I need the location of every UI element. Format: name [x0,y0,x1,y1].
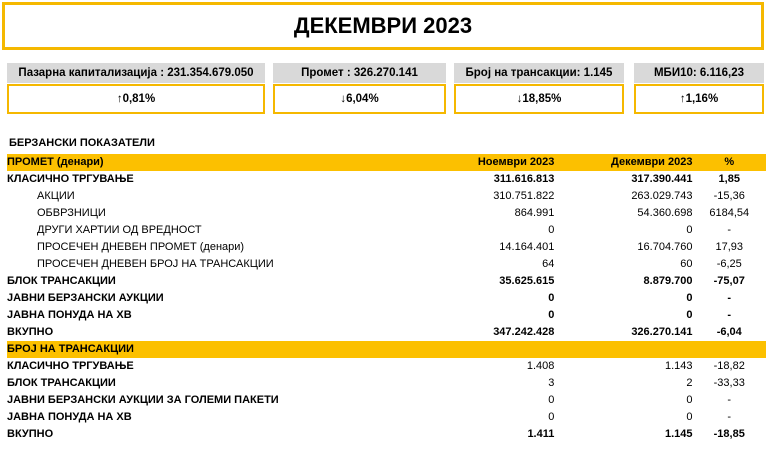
row-label: БЛОК ТРАНСАКЦИИ [7,377,116,389]
column-header-nov: Ноември 2023 [380,154,554,171]
row-label: ВКУПНО [7,428,54,440]
turnover-label: Промет : 326.270.141 [273,63,446,83]
table-row [7,171,766,188]
row-label: ЈАВНА ПОНУДА НА ХВ [7,411,132,423]
table-row [7,256,766,273]
row-pct-value: - [727,309,732,321]
row-dec-value: 326.270.141 [631,326,693,338]
table-row [7,426,766,443]
table-row [7,409,766,426]
row-label: ЈАВНИ БЕРЗАНСКИ АУКЦИИ ЗА ГОЛЕМИ ПАКЕТИ [7,394,279,406]
transactions-header-label: БРОЈ НА ТРАНСАКЦИИ [7,341,380,358]
row-dec-value: 0 [686,292,693,304]
table-row [7,358,766,375]
row-pct-value: - [727,411,732,423]
section-heading: БЕРЗАНСКИ ПОКАЗАТЕЛИ [9,137,155,149]
row-dec-value: 54.360.698 [637,207,693,219]
table-row [7,375,766,392]
row-dec-value: 0 [686,224,693,236]
row-pct-value: 1,85 [718,173,740,185]
row-label: БЛОК ТРАНСАКЦИИ [7,275,116,287]
column-header-pct: % [692,154,766,171]
table-row [7,188,766,205]
row-nov-value: 3 [548,377,555,389]
mbi10-label: МБИ10: 6.116,23 [634,63,764,83]
row-label: ПРОСЕЧЕН ДНЕВЕН ПРОМЕТ (денари) [37,241,245,253]
row-dec-value: 263.029.743 [631,190,693,202]
row-dec-value: 16.704.760 [637,241,693,253]
table-row [7,290,766,307]
row-dec-value: 8.879.700 [643,275,693,287]
row-pct-value: -75,07 [713,275,745,287]
row-nov-value: 0 [548,224,555,236]
turnover-header-label: ПРОМЕТ (денари) [7,154,380,171]
row-dec-value: 317.390.441 [631,173,693,185]
table-row [7,239,766,256]
table-row [7,324,766,341]
row-label: ОБВРЗНИЦИ [37,207,106,219]
row-nov-value: 1.408 [526,360,555,372]
market-cap-change: ↑0,81% [7,84,265,114]
row-pct-value: -15,36 [713,190,745,202]
transactions-change: ↓18,85% [454,84,624,114]
turnover-change: ↓6,04% [273,84,446,114]
row-label: КЛАСИЧНО ТРГУВАЊЕ [7,173,134,185]
row-pct-value: -33,33 [713,377,745,389]
row-pct-value: -6,04 [716,326,742,338]
mbi10-change: ↑1,16% [634,84,764,114]
transactions-header-row [7,341,766,358]
row-dec-value: 0 [686,394,693,406]
row-nov-value: 0 [548,309,555,321]
indicators-table [7,154,766,443]
column-header-dec: Декември 2023 [554,154,692,171]
row-nov-value: 0 [548,292,555,304]
report-title: ДЕКЕМВРИ 2023 [2,2,764,50]
row-pct-value: -6,25 [716,258,742,270]
row-pct-value: - [727,292,732,304]
row-nov-value: 64 [542,258,555,270]
market-cap-label: Пазарна капитализација : 231.354.679.050 [7,63,265,83]
row-label: ЈАВНА ПОНУДА НА ХВ [7,309,132,321]
row-nov-value: 1.411 [527,428,555,440]
table-row [7,307,766,324]
row-nov-value: 347.242.428 [493,326,555,338]
row-label: ПРОСЕЧЕН ДНЕВЕН БРОЈ НА ТРАНСАКЦИИ [37,258,274,270]
row-dec-value: 1.143 [664,360,693,372]
turnover-header-row [7,154,766,171]
table-row [7,392,766,409]
row-nov-value: 310.751.822 [493,190,555,202]
row-label: ДРУГИ ХАРТИИ ОД ВРЕДНОСТ [37,224,202,236]
row-label: КЛАСИЧНО ТРГУВАЊЕ [7,360,134,372]
row-pct-value: -18,82 [713,360,745,372]
row-dec-value: 1.145 [664,428,693,440]
row-nov-value: 311.616.813 [493,173,555,185]
row-dec-value: 2 [686,377,693,389]
table-row [7,205,766,222]
row-pct-value: - [727,224,732,236]
row-nov-value: 0 [548,394,555,406]
row-pct-value: 6184,54 [709,207,750,219]
row-label: ВКУПНО [7,326,54,338]
row-nov-value: 14.164.401 [499,241,555,253]
row-dec-value: 0 [686,411,693,423]
row-label: АКЦИИ [37,190,75,202]
row-pct-value: 17,93 [715,241,743,253]
row-nov-value: 0 [548,411,555,423]
table-row [7,273,766,290]
transactions-label: Број на трансакции: 1.145 [454,63,624,83]
row-dec-value: 60 [680,258,693,270]
row-nov-value: 864.991 [514,207,555,219]
row-nov-value: 35.625.615 [499,275,555,287]
table-row [7,222,766,239]
row-dec-value: 0 [686,309,693,321]
row-pct-value: - [727,394,732,406]
row-pct-value: -18,85 [713,428,745,440]
row-label: ЈАВНИ БЕРЗАНСКИ АУКЦИИ [7,292,164,304]
